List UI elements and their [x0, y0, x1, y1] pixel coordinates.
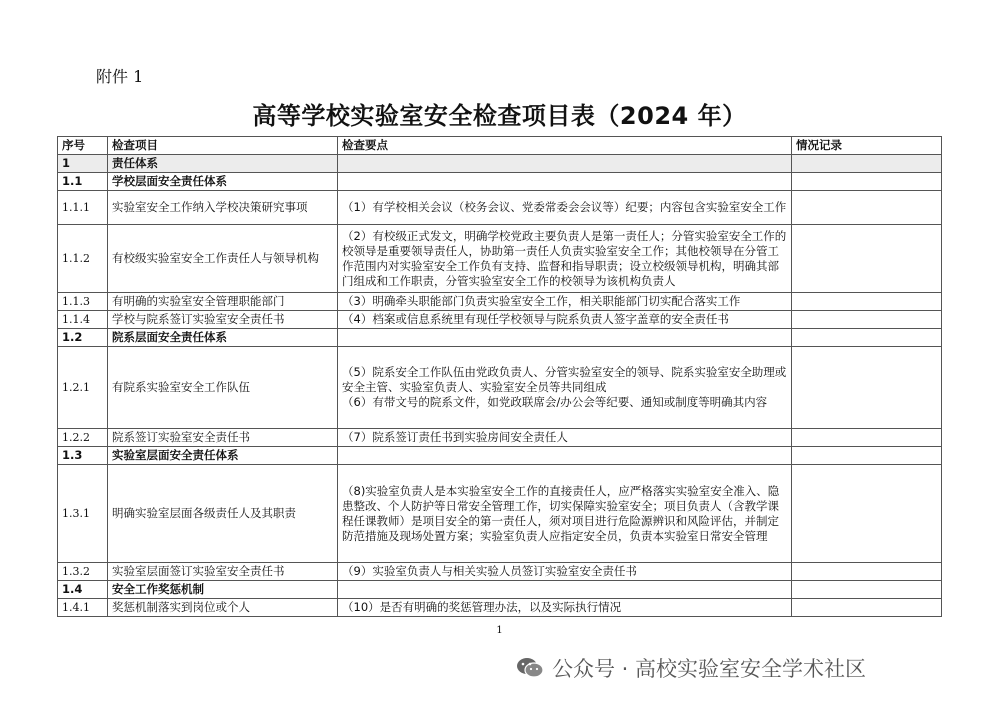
inspection-table: [57, 136, 942, 617]
cell-point: [338, 173, 792, 191]
cell-record: [792, 581, 942, 599]
cell-record: [792, 599, 942, 617]
cell-point: （4）档案或信息系统里有现任学校领导与院系负责人签字盖章的安全责任书: [338, 311, 792, 329]
cell-num: 1.2.2: [58, 429, 108, 447]
cell-item: 有校级实验室安全工作责任人与领导机构: [108, 225, 338, 293]
cell-num: 1.1.1: [58, 191, 108, 225]
cell-item: 学校与院系签订实验室安全责任书: [108, 311, 338, 329]
cell-point: [338, 581, 792, 599]
header-record: 情况记录: [792, 137, 942, 155]
cell-num: 1.1.2: [58, 225, 108, 293]
cell-num: 1.1.4: [58, 311, 108, 329]
cell-num: 1.2.1: [58, 347, 108, 429]
cell-num: 1.1.3: [58, 293, 108, 311]
cell-item: 院系层面安全责任体系: [108, 329, 338, 347]
table-header-row: [58, 137, 942, 155]
cell-point: （2）有校级正式发文，明确学校党政主要负责人是第一责任人；分管实验室安全工作的校领导是重要领导责任人，协助第一责任人负责实验室安全工作；其他校领导在分管工作范围内对实验室安全工作负有支持、监督和指导职责；设立校级领导机构，明确其部门组成和工作职责，分管实验室安全工作的校领导为该机构负责人: [338, 225, 792, 293]
table-row: [58, 293, 942, 311]
table-section-row: [58, 329, 942, 347]
table-row: [58, 563, 942, 581]
attachment-label: 附件 1: [96, 67, 144, 86]
cell-point: （5）院系安全工作队伍由党政负责人、分管实验室安全的领导、院系实验室安全助理或安全主管、实验室负责人、实验室安全员等共同组成 （6）有带文号的院系文件，如党政联席会/办公会等纪要、通知或制度等明确其内容: [338, 347, 792, 429]
cell-item: 院系签订实验室安全责任书: [108, 429, 338, 447]
wechat-icon: [516, 657, 544, 679]
cell-item: 实验室层面安全责任体系: [108, 447, 338, 465]
header-point: 检查要点: [338, 137, 792, 155]
cell-item: 有明确的实验室安全管理职能部门: [108, 293, 338, 311]
table-row: [58, 347, 942, 429]
table-section-row: [58, 155, 942, 173]
cell-item: 有院系实验室安全工作队伍: [108, 347, 338, 429]
cell-num: 1.3: [58, 447, 108, 465]
table-section-row: [58, 447, 942, 465]
table-row: [58, 599, 942, 617]
cell-item: 奖惩机制落实到岗位或个人: [108, 599, 338, 617]
cell-num: 1.3.2: [58, 563, 108, 581]
cell-num: 1.3.1: [58, 465, 108, 563]
cell-item: 安全工作奖惩机制: [108, 581, 338, 599]
cell-record: [792, 347, 942, 429]
header-num: 序号: [58, 137, 108, 155]
table-section-row: [58, 173, 942, 191]
table-row: [58, 429, 942, 447]
cell-record: [792, 225, 942, 293]
page-number: 1: [496, 625, 503, 636]
cell-point: [338, 447, 792, 465]
cell-num: 1.2: [58, 329, 108, 347]
cell-point: （7）院系签订责任书到实验房间安全责任人: [338, 429, 792, 447]
page-title: 高等学校实验室安全检查项目表（2024 年）: [252, 102, 747, 130]
cell-record: [792, 563, 942, 581]
cell-record: [792, 465, 942, 563]
cell-num: 1.1: [58, 173, 108, 191]
cell-point: （10）是否有明确的奖惩管理办法，以及实际执行情况: [338, 599, 792, 617]
table-row: [58, 225, 942, 293]
cell-record: [792, 173, 942, 191]
cell-record: [792, 429, 942, 447]
table-row: [58, 191, 942, 225]
watermark-text: 公众号 · 高校实验室安全学术社区: [552, 657, 867, 681]
cell-num: 1.4.1: [58, 599, 108, 617]
cell-record: [792, 155, 942, 173]
table-section-row: [58, 581, 942, 599]
cell-point: （8)实验室负责人是本实验室安全工作的直接责任人，应严格落实实验室安全准入、隐患整改、个人防护等日常安全管理工作，切实保障实验室安全；项目负责人（含教学课程任课教师）是项目安全的第一责任人，须对项目进行危险源辨识和风险评估，并制定防范措施及现场处置方案；实验室负责人应指定安全员，负责本实验室日常安全管理: [338, 465, 792, 563]
cell-point: （9）实验室负责人与相关实验人员签订实验室安全责任书: [338, 563, 792, 581]
cell-item: 责任体系: [108, 155, 338, 173]
table-body: [58, 155, 942, 617]
cell-point: [338, 155, 792, 173]
table-row: [58, 465, 942, 563]
cell-record: [792, 311, 942, 329]
cell-record: [792, 329, 942, 347]
cell-point: （3）明确牵头职能部门负责实验室安全工作，相关职能部门切实配合落实工作: [338, 293, 792, 311]
cell-item: 明确实验室层面各级责任人及其职责: [108, 465, 338, 563]
watermark: [516, 653, 866, 683]
cell-item: 学校层面安全责任体系: [108, 173, 338, 191]
header-item: 检查项目: [108, 137, 338, 155]
cell-point: [338, 329, 792, 347]
cell-num: 1: [58, 155, 108, 173]
cell-num: 1.4: [58, 581, 108, 599]
cell-record: [792, 447, 942, 465]
cell-point: （1）有学校相关会议（校务会议、党委常委会会议等）纪要；内容包含实验室安全工作: [338, 191, 792, 225]
cell-item: 实验室层面签订实验室安全责任书: [108, 563, 338, 581]
cell-item: 实验室安全工作纳入学校决策研究事项: [108, 191, 338, 225]
table-row: [58, 311, 942, 329]
cell-record: [792, 191, 942, 225]
cell-record: [792, 293, 942, 311]
